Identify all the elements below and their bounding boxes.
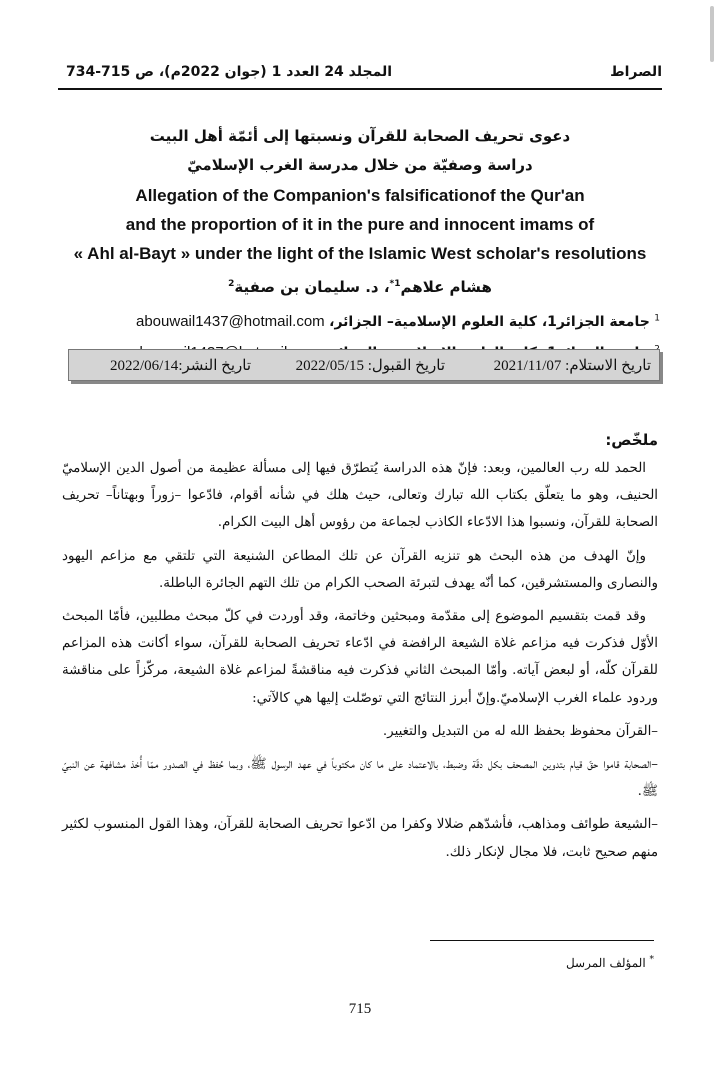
running-header xyxy=(58,62,662,90)
issue-info: المجلد 24 العدد 1 (جوان 2022م)، ص 715-734 xyxy=(66,64,393,80)
dates-box xyxy=(68,349,660,381)
abstract-paragraph: وإنّ الهدف من هذه البحث هو تنزيه القرآن عن تلك المطاعن الشنيعة التي تلتقي مع مزاعم اليهود والنصارى والمستشرقين، كما أنّه يهدف لتبرئة الصحب الكرام من تلك التهم الجائرة الباطلة. xyxy=(62,548,658,591)
affiliation-1-text: جامعة الجزائر1، كلية العلوم الإسلامية– الجزائر، xyxy=(329,314,650,330)
abstract-label: ملخّص: xyxy=(605,431,658,449)
date-published: تاريخ النشر:2022/06/14 xyxy=(109,358,251,374)
english-title-line2: and the proportion of it in the pure and innocent imams of xyxy=(125,215,595,234)
arabic-title-line1: دعوى تحريف الصحابة للقرآن ونسبتها إلى أئمّة أهل البيت xyxy=(149,127,571,145)
affiliation-1-email[interactable]: abouwail1437@hotmail.com xyxy=(136,313,325,330)
footnote-text: المؤلف المرسل xyxy=(565,956,646,970)
english-title-line1: Allegation of the Companion's falsificationof the Qur'an xyxy=(135,186,585,205)
date-accepted: تاريخ القبول: 2022/05/15 xyxy=(295,358,445,374)
page-number: 715 xyxy=(348,1001,372,1017)
date-received: تاريخ الاستلام: 2021/11/07 xyxy=(493,358,651,374)
author-1: هشام علاهم xyxy=(400,278,492,296)
affiliation-1-num: 1 xyxy=(654,313,660,324)
author-2-mark: 2 xyxy=(228,279,235,289)
footnote-mark: * xyxy=(649,955,654,965)
footnote-divider xyxy=(430,940,654,941)
abstract-body xyxy=(62,455,658,872)
abstract-point: –القرآن محفوظ بحفظ الله له من التبديل والتغيير. xyxy=(382,723,658,739)
abstract-point: –الصحابة قاموا حقّ قيام بتدوين المصحف بكل دقّة وضبط، بالاعتماد على ما كان مكتوباً في عهد الرسول ﷺ، وبما حُفظ في الصدور ممّا أُخذ مشافهة عن النبيّ ﷺ. xyxy=(62,757,658,800)
journal-name: الصراط xyxy=(610,64,662,80)
footnote xyxy=(566,955,654,970)
affiliation-1 xyxy=(90,313,660,330)
author-1-marks: 1* xyxy=(389,279,401,289)
abstract-point: –الشيعة طوائف ومذاهب، فأشدّهم ضلالا وكفرا من ادّعوا تحريف الصحابة للقرآن، وهذا القول المنسوب لكثير منهم صحيح ثابت، فلا مجال لإنكار ذلك. xyxy=(62,817,658,860)
authors xyxy=(40,278,680,296)
author-separator: ، د. سليمان بن صفية xyxy=(234,278,390,296)
abstract-paragraph: وقد قمت بتقسيم الموضوع إلى مقدّمة ومبحثين وخاتمة، وقد أوردت في كلّ مبحث مطلبين، فأمّا المبحث الأوّل فذكرت فيه مزاعم غلاة الشيعة الرافضة في ادّعاء تحريف الصحابة للقرآن، سواء أكانت هذه المزاعم للقرآن كلّه، أو لبعض آياته. وأمّا المبحث الثاني فذكرت فيه مناقشةً لمزاعم غلاة الشيعة، مركّزاً على مناقشة وردود علماء الغرب الإسلاميّ.وإنّ أبرز النتائج التي توصّلت إليها هي كالآتي: xyxy=(62,609,658,706)
scrollbar[interactable] xyxy=(710,6,714,62)
arabic-title-line2: دراسة وصفيّة من خلال مدرسة الغرب الإسلاميّ xyxy=(187,156,533,174)
english-title xyxy=(40,181,680,268)
abstract-paragraph: الحمد لله رب العالمين، وبعد: فإنّ هذه الدراسة يُتطرّق فيها إلى مسألة عظيمة من أصول الدين الإسلاميّ الحنيف، وهو ما يتعلّق بكتاب الله تبارك وتعالى، حيث هلك في شأنه أقوام، فادّعوا –زوراً وبهتاناً– تحريف الصحابة للقرآن، ونسبوا هذا الادّعاء الكاذب لجماعة من رؤوس أهل البيت الكرام. xyxy=(62,461,658,531)
english-title-line3: « Ahl al-Bayt » under the light of the Islamic West scholar's resolutions xyxy=(73,244,647,263)
